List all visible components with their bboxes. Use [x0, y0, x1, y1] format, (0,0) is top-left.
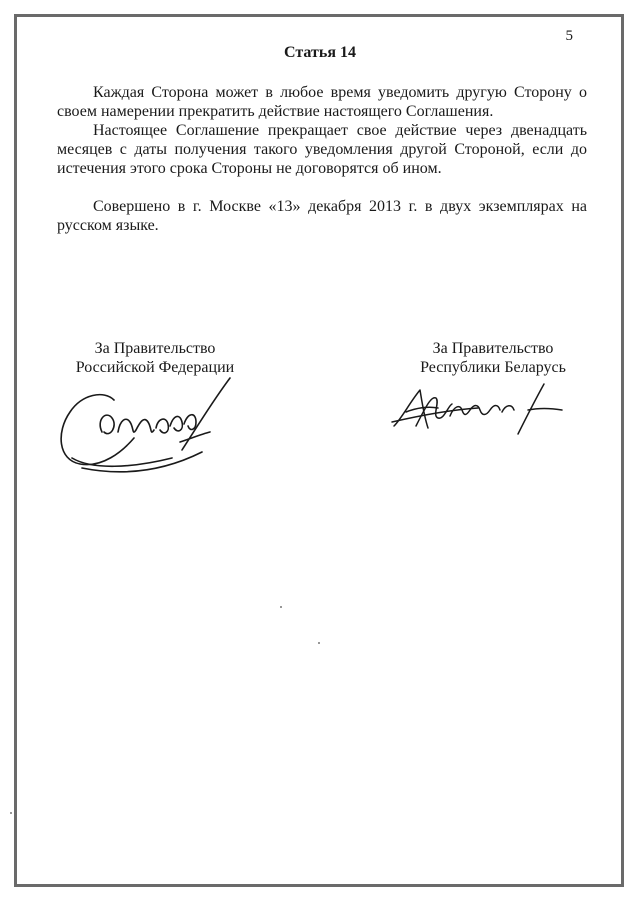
article-title: Статья 14	[284, 44, 356, 61]
scan-speck	[280, 606, 282, 608]
paragraph-notice: Каждая Сторона может в любое время уведомить другую Сторону о своем намерении прекратить действие настоящего Соглашения.	[57, 84, 587, 120]
page-number: 5	[565, 28, 573, 44]
signatory-belarus	[378, 339, 608, 377]
document-body	[57, 83, 587, 235]
signatory-russia-line1: За Правительство	[94, 340, 216, 357]
signatory-belarus-line1: За Правительство	[432, 340, 554, 357]
scan-speck	[10, 812, 12, 814]
signature-russia-icon	[52, 372, 252, 482]
signatory-belarus-line2: Республики Беларусь	[420, 359, 566, 376]
scan-speck	[318, 642, 320, 644]
paragraph-termination: Настоящее Соглашение прекращает свое действие через двенадцать месяцев с даты получения такого уведомления другой Стороной, если до истечения этого срока Стороны не договорятся об ином.	[57, 122, 587, 177]
signatory-russia-line2: Российской Федерации	[75, 359, 235, 376]
paragraph-done-at: Совершено в г. Москве «13» декабря 2013 г. в двух экземплярах на русском языке.	[57, 198, 587, 234]
signature-belarus-icon	[388, 382, 568, 442]
